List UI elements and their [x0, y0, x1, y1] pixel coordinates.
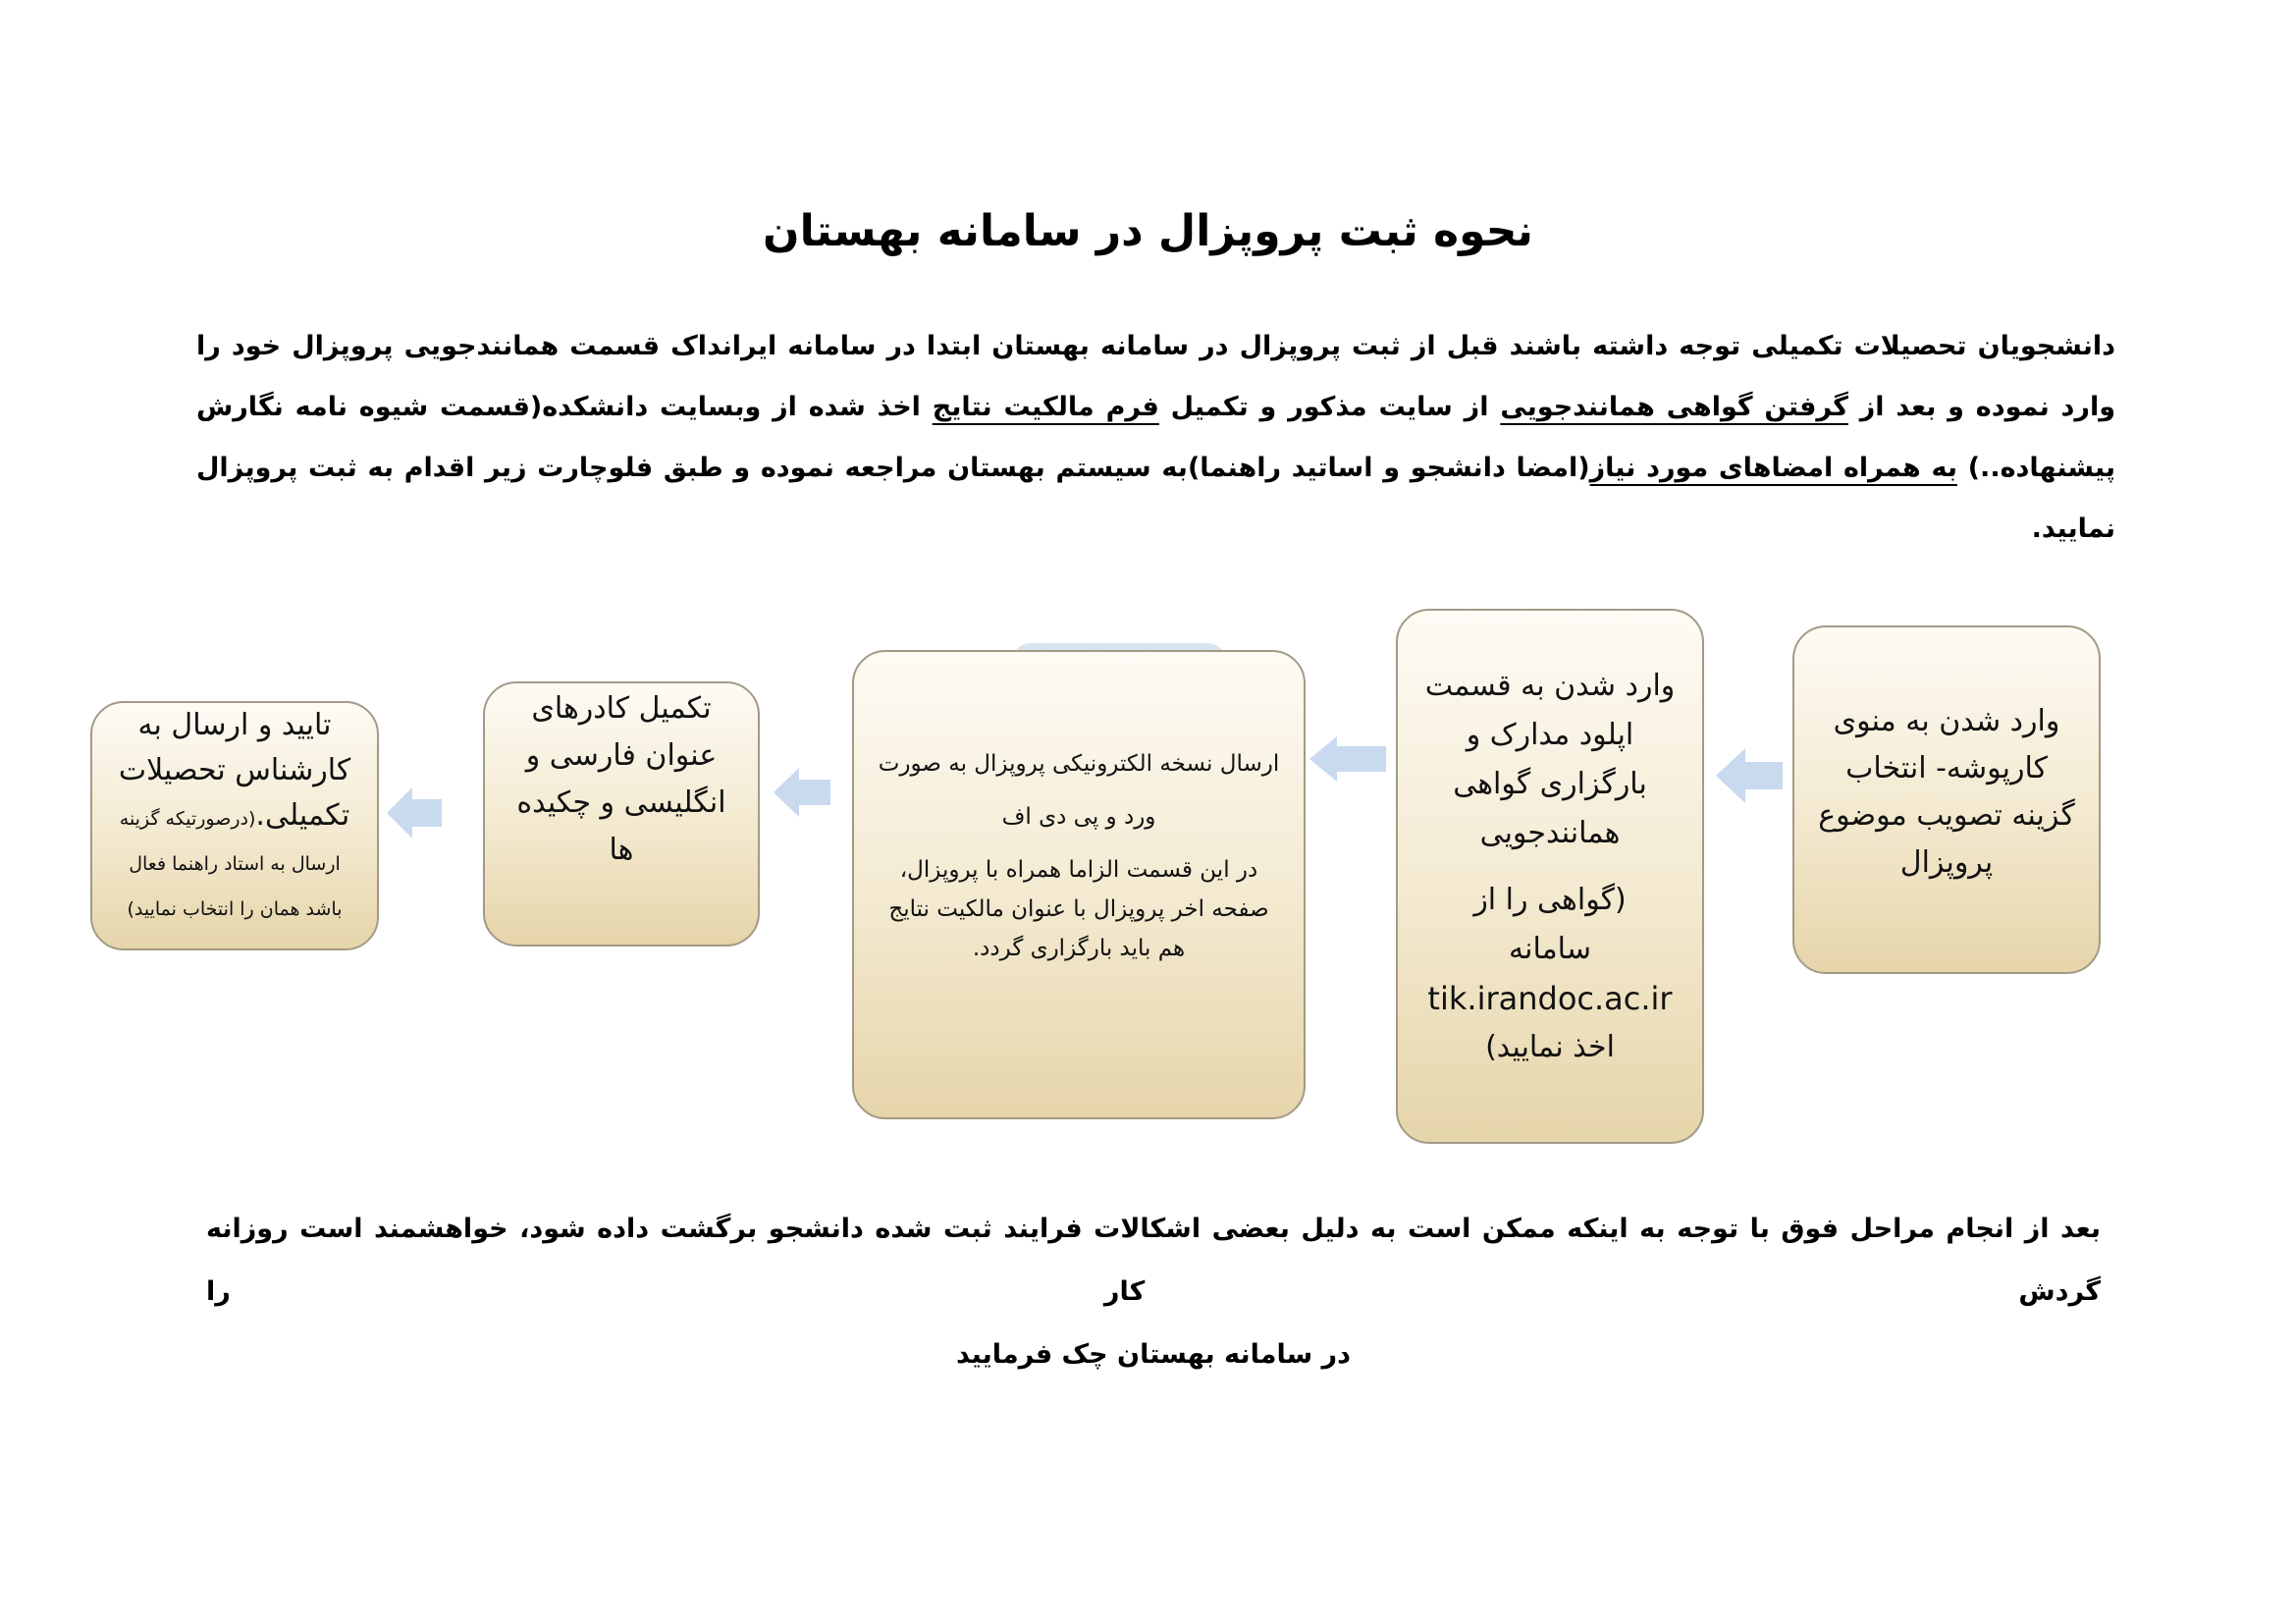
arrow-left-icon [387, 785, 444, 840]
step-3-box [852, 650, 1306, 1119]
intro-paragraph [196, 316, 2115, 560]
intro-underline-certificate: گرفتن گواهی همانندجویی [1500, 392, 1848, 422]
step-2-note-1: (گواهی را از [1473, 883, 1627, 917]
step-3-line-3: در این قسمت الزاما همراه با پروپزال، صفحه اخر پروپزال با عنوان مالکیت نتایج هم باید بارگزاری گردد. [888, 857, 1269, 961]
step-2-url: tik.irandoc.ac.ir [1427, 980, 1673, 1017]
step-3-line-1: ارسال نسخه الکترونیکی پروپزال به صورت [878, 751, 1280, 777]
step-5-box [90, 701, 379, 950]
step-5-text: تایید و ارسال به کارشناس تحصیلات تکمیلی. [118, 708, 351, 833]
step-1-text: وارد شدن به منوی کارپوشه- انتخاب گزینه تصویب موضوع پروپزال [1818, 704, 2075, 880]
step-2-note-3: اخذ نمایید) [1485, 1030, 1615, 1064]
step-2-box [1396, 609, 1704, 1144]
step-2-note-2: سامانه [1509, 932, 1591, 966]
intro-text-4: (امضا دانشجو و اساتید راهنما)به سیستم بهستان مراجعه نموده و طبق فلوچارت زیر اقدام به ثبت پروپزال نمایید. [196, 453, 2115, 544]
step-4-text: تکمیل کادرهای عنوان فارسی و انگلیسی و چکیده ها [516, 691, 726, 867]
intro-underline-ownership-form: فرم مالکیت نتایج [932, 392, 1159, 422]
page-title: نحوه ثبت پروپزال در سامانه بهستان [763, 206, 1533, 256]
closing-line-2: در سامانه بهستان چک فرمایید [956, 1339, 1351, 1370]
step-2-text: وارد شدن به قسمت اپلود مدارک و بارگزاری گواهی همانندجویی [1424, 669, 1676, 850]
step-1-box [1792, 625, 2101, 974]
intro-underline-signatures: به همراه امضاهای مورد نیاز [1589, 453, 1957, 483]
closing-paragraph [206, 1198, 2101, 1386]
arrow-left-icon [774, 766, 832, 819]
arrow-left-icon [1309, 734, 1388, 784]
arrow-left-icon [1716, 746, 1785, 805]
step-3-line-2: ورد و پی دی اف [1001, 804, 1156, 830]
step-5-note: (درصورتیکه گزینه ارسال به استاد راهنما فعال باشد همان را انتخاب نمایید) [119, 808, 343, 920]
intro-text-3: اخذ شده از وبسایت دانشکده(قسمت شیوه نامه نگارش پیشنهاده..) [196, 392, 2115, 483]
intro-text-2: از سایت مذکور و تکمیل [1158, 392, 1501, 422]
intro-text-1: دانشجویان تحصیلات تکمیلی توجه داشته باشند قبل از ثبت پروپزال در سامانه بهستان ابتدا در سامانه ایرانداک قسمت همانندجویی پروپزال خود را وارد نموده و بعد از [196, 331, 2115, 422]
step-4-box [483, 681, 760, 947]
closing-line-1: بعد از انجام مراحل فوق با توجه به اینکه ممکن است به دلیل بعضی اشکالات فرایند ثبت شده دانشجو برگشت داده شود، خواهشمند است روزانه گردش کار را [206, 1214, 2101, 1307]
